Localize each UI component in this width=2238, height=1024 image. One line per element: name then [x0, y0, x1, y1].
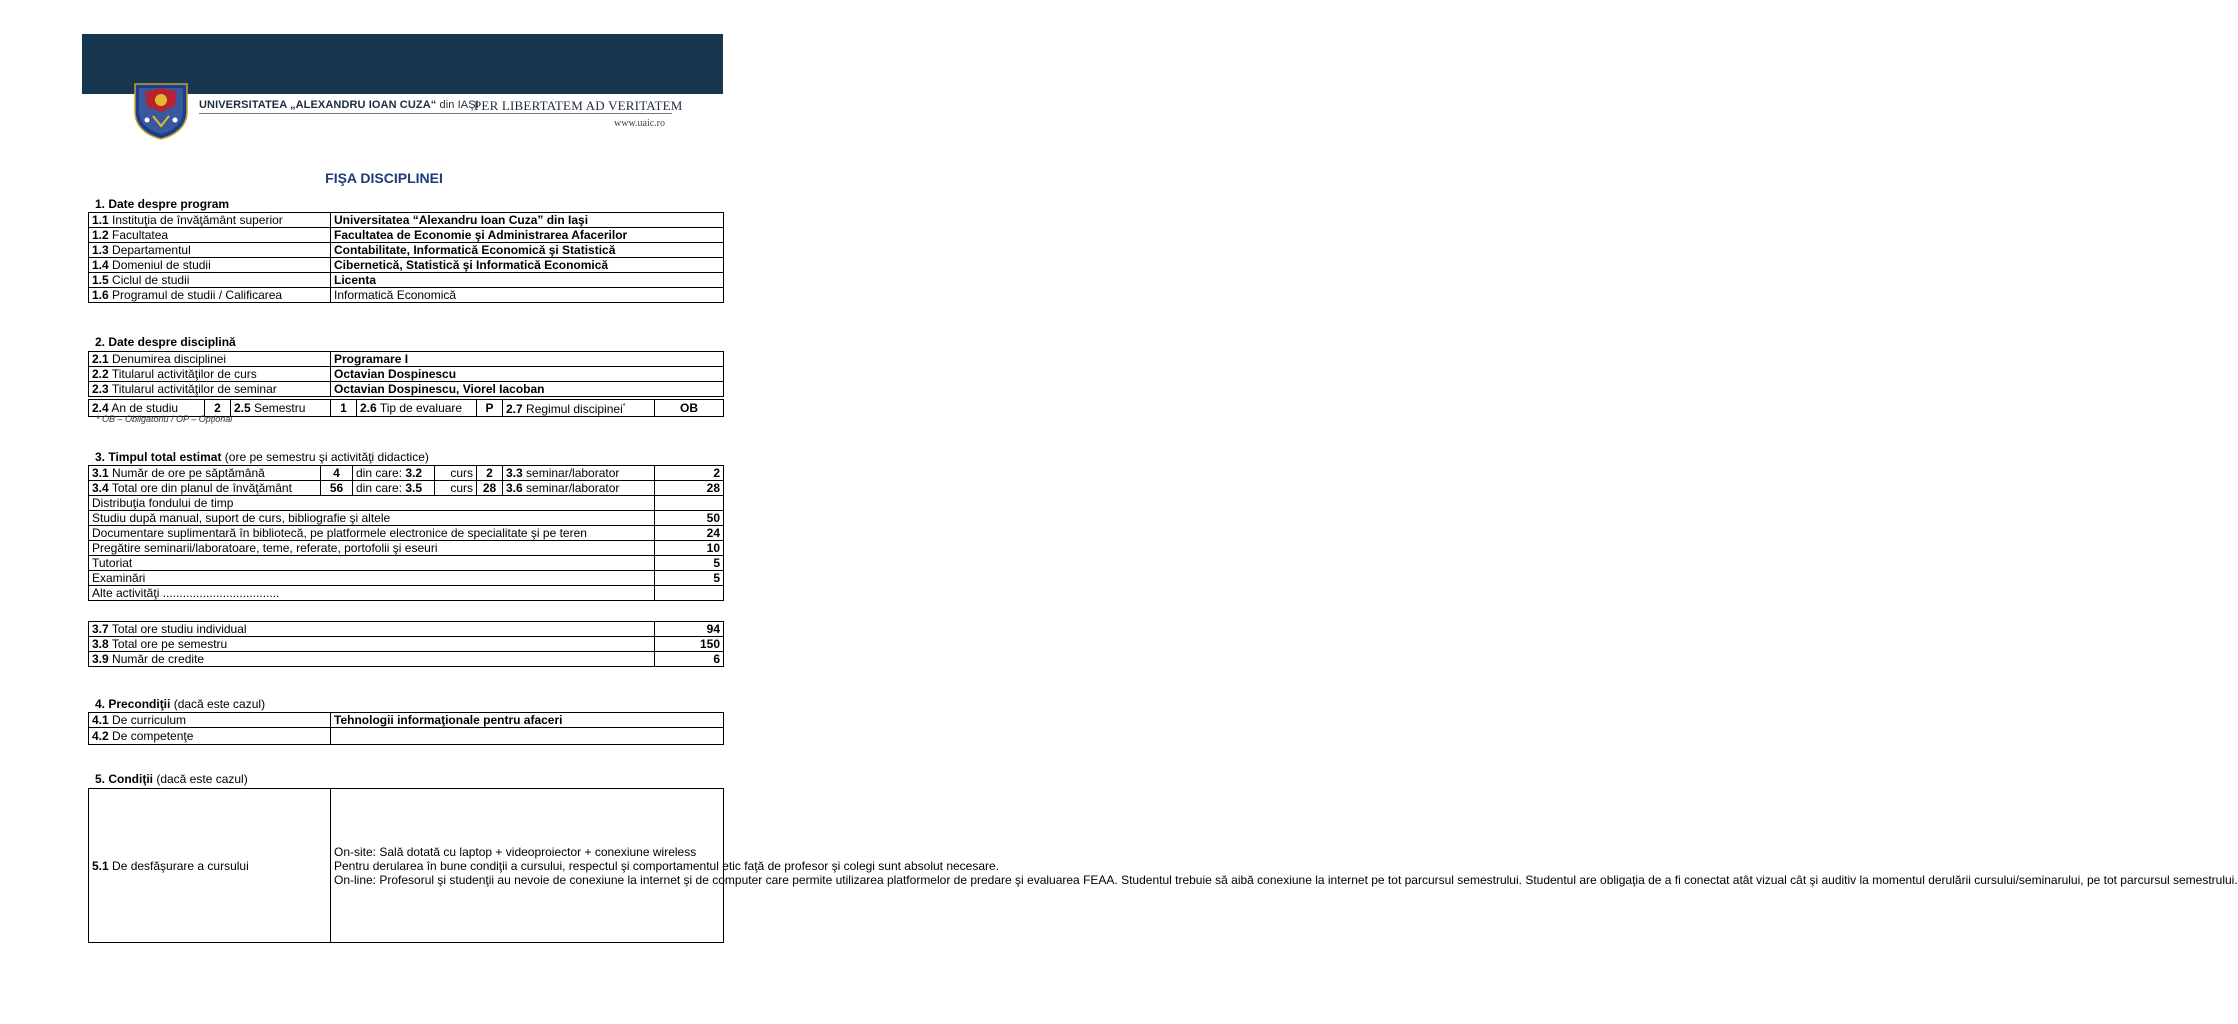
- discipline-table: [88, 351, 724, 397]
- table-row: 2.1 Denumirea disciplinei Programare I: [89, 352, 724, 367]
- table-row: Pregătire seminarii/laboratoare, teme, referate, portofolii şi eseuri 10: [89, 541, 724, 556]
- table-row: Alte activităţi ...................................: [89, 586, 724, 601]
- regime-footnote: * OB – Obligatoriu / OP – Opţional: [96, 414, 233, 424]
- table-row: 1.4 Domeniul de studii Cibernetică, Statistică şi Informatică Economică: [89, 258, 724, 273]
- table-row: Tutoriat 5: [89, 556, 724, 571]
- table-row: 4.1 De curriculum Tehnologii informaţionale pentru afaceri: [89, 713, 724, 728]
- table-row: Examinări 5: [89, 571, 724, 586]
- section-5-heading: 5. Condiţii (dacă este cazul): [95, 772, 248, 786]
- section-1-heading: 1. Date despre program: [95, 197, 230, 211]
- table-row: 1.5 Ciclul de studii Licenta: [89, 273, 724, 288]
- table-row: 3.9 Număr de credite 6: [89, 652, 724, 667]
- table-row: Studiu după manual, suport de curs, bibliografie şi altele 50: [89, 511, 724, 526]
- table-row: 3.1 Număr de ore pe săptămână 4 din care: 3.2 curs 2 3.3 seminar/laborator 2: [89, 466, 724, 481]
- conditions-table: [88, 788, 2238, 943]
- course-conditions-text: On-site: Sală dotată cu laptop + videoproiector + conexiune wireless Pentru derularea în bune condiţii a cursului, respectul şi comportamentul etic faţă de profesor şi colegi sunt absolut necesare. On-line: Profesorul şi studenţii au nevoie de conexiune la internet şi de computer care permite utilizarea platformelor de predare şi evaluarea FEAA. Studentul trebuie să aibă conexiune la internet pe tot parcursul semestrului. Studentul are obligaţia de a fi conectat atât vizual cât şi auditiv la momentul derulării cursului/seminarului, pe tot parcursul semestrului.: [331, 789, 724, 943]
- university-website: www.uaic.ro: [614, 118, 666, 129]
- university-crest-icon: [133, 82, 189, 140]
- table-row: 2.4 An de studiu 2 2.5 Semestru 1 2.6 Tip de evaluare P 2.7 Regimul discipinei* OB: [89, 400, 724, 417]
- table-row: 1.6 Programul de studii / Calificarea Informatică Economică: [89, 288, 724, 303]
- time-table: [88, 465, 724, 601]
- section-4-heading: 4. Precondiţii (dacă este cazul): [95, 697, 266, 711]
- table-row: 3.7 Total ore studiu individual 94: [89, 622, 724, 637]
- preconditions-table: [88, 712, 724, 745]
- totals-table: [88, 621, 724, 667]
- table-row: 1.1 Instituţia de învăţământ superior Universitatea “Alexandru Ioan Cuza” din Iaşi: [89, 213, 724, 228]
- table-row: Distribuţia fondului de timp: [89, 496, 724, 511]
- table-row: 3.4 Total ore din planul de învăţământ 56 din care: 3.5 curs 28 3.6 seminar/laborator 28: [89, 481, 724, 496]
- table-row: 4.2 De competenţe: [89, 728, 724, 745]
- table-row: 2.2 Titularul activităţilor de curs Octavian Dospinescu: [89, 367, 724, 382]
- header-divider: [199, 113, 672, 114]
- table-row: 3.8 Total ore pe semestru 150: [89, 637, 724, 652]
- section-2-heading: 2. Date despre disciplină: [95, 335, 236, 349]
- program-table: [88, 212, 724, 303]
- document-title: FIŞA DISCIPLINEI: [325, 170, 443, 186]
- table-row: 1.3 Departamentul Contabilitate, Informatică Economică şi Statistică: [89, 243, 724, 258]
- university-name: UNIVERSITATEA „ALEXANDRU IOAN CUZA“ din IAŞI: [199, 99, 479, 111]
- table-row: 2.3 Titularul activităţilor de seminar Octavian Dospinescu, Viorel Iacoban: [89, 382, 724, 397]
- table-row: 5.1 De desfăşurare a cursului On-site: Sală dotată cu laptop + videoproiector + conexiune wireless Pentru derularea în bune condiţii a cursului, respectul şi comportamentul etic faţă de profesor şi colegi sunt absolut necesare. On-line: Profesorul şi studenţii au nevoie de conexiune la internet şi de computer care permite utilizarea platformelor de predare şi evaluarea FEAA. Studentul trebuie să aibă conexiune la internet pe tot parcursul semestrului. Studentul are obligaţia de a fi conectat atât vizual cât şi auditiv la momentul derulării cursului/seminarului, pe tot parcursul semestrului.: [89, 789, 724, 943]
- section-3-heading: 3. Timpul total estimat (ore pe semestru şi activităţi didactice): [95, 450, 429, 464]
- table-row: Documentare suplimentară în bibliotecă, pe platformele electronice de specialitate şi pe teren 24: [89, 526, 724, 541]
- table-row: 1.2 Facultatea Facultatea de Economie şi Administrarea Afacerilor: [89, 228, 724, 243]
- university-motto: PER LIBERTATEM AD VERITATEM: [474, 98, 683, 113]
